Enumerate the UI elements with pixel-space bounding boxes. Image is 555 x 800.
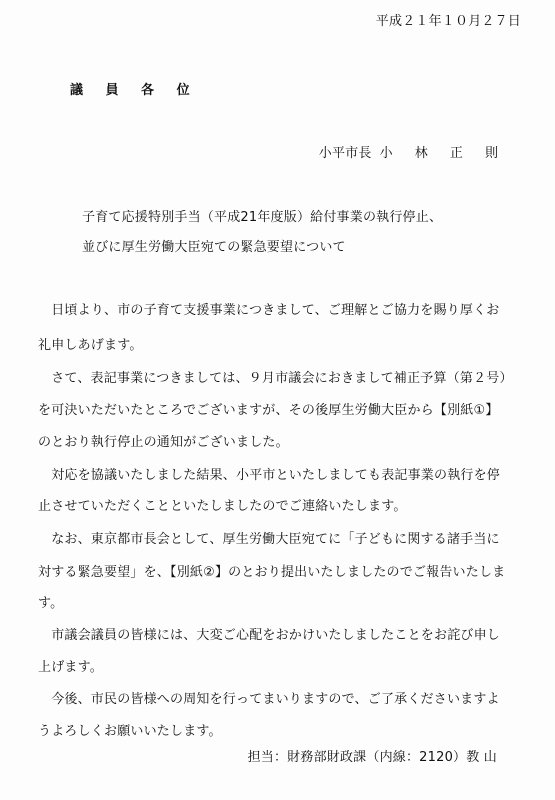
sender-title: 小平市長	[318, 146, 372, 161]
subject-line-1: 子育て応援特別手当（平成21年度版）給付事業の執行停止、	[82, 210, 443, 225]
body-line: を可決いただいたところでございますが、その後厚生労働大臣から【別紙①】	[38, 403, 499, 418]
body-line: 上げます。	[38, 660, 103, 675]
addressee: 議 員 各 位	[70, 83, 199, 98]
document-date: 平成２１年１０月２７日	[375, 14, 521, 29]
contact-info: 担当：財務部財政課（内線：2120）教 山	[247, 750, 497, 765]
body-line: 日頃より、市の子育て支援事業につきまして、ご理解とご協力を賜り厚くお	[38, 303, 500, 318]
body-line: す。	[38, 596, 64, 611]
body-line: のとおり執行停止の通知がございました。	[38, 435, 289, 450]
subject-line-2: 並びに厚生労働大臣宛ての緊急要望について	[82, 240, 346, 255]
body-line: 対応を協議いたしました結果、小平市といたしましても表記事業の執行を停	[38, 468, 501, 483]
body-line: うよろしくお願いいたします。	[38, 724, 222, 739]
body-line: 今後、市民の皆様への周知を行ってまいりますので、ご了承くださいますよ	[38, 692, 500, 707]
body-line: さて、表記事業につきましては、９月市議会におきまして補正予算（第２号）	[38, 371, 513, 386]
body-line: 礼申しあげます。	[38, 338, 143, 353]
body-line: 対する緊急要望」を、【別紙②】のとおり提出いたしましたのでご報告いたしま	[38, 565, 506, 580]
body-line: 市議会議員の皆様には、大変ご心配をおかけいたしましたことをお詫び申し	[38, 628, 501, 643]
sender-name: 小 林 正 則	[379, 146, 507, 161]
sender	[319, 146, 507, 162]
body-line: なお、東京都市長会として、厚生労働大臣宛てに「子どもに関する諸手当に	[38, 532, 500, 547]
body-line: 止させていただくことといたしましたのでご連絡いたします。	[38, 499, 407, 514]
